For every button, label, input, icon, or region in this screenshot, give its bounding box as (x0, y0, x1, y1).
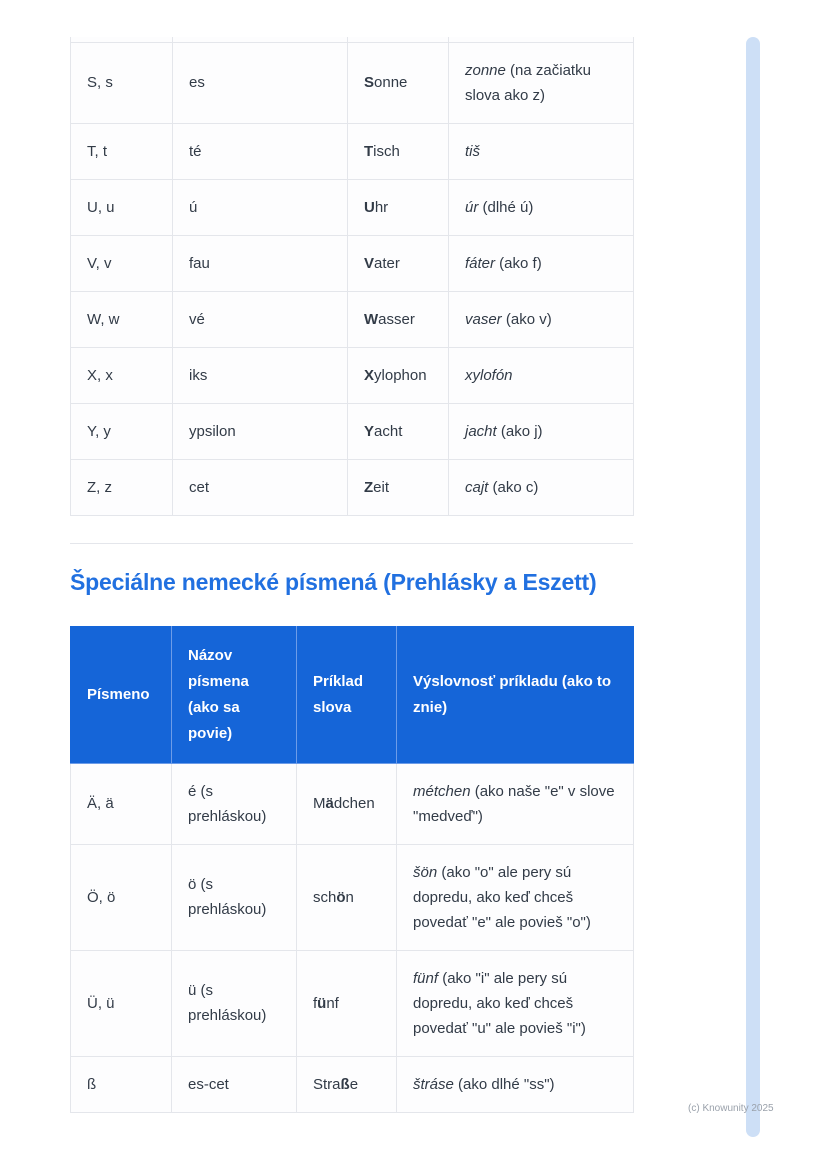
example-rest: eit (373, 478, 390, 496)
table-row (71, 763, 634, 844)
pronunciation-note: (ako dlhé "ss") (453, 1075, 555, 1093)
letter-cell: Ü, ü (71, 950, 172, 1056)
example-cell (297, 763, 397, 844)
name-cell: é (s prehláskou) (172, 763, 297, 844)
pronunciation-note: (ako "o" ale pery sú dopredu, ako keď chceš povedať "e" ale povieš "o") (413, 863, 591, 931)
example-bold-letter: U (364, 198, 375, 216)
special-letters-table (70, 626, 634, 1113)
pronunciation-word: tiš (465, 142, 480, 160)
example-rest: asser (378, 310, 415, 328)
table-row (71, 403, 634, 459)
example-cell (348, 459, 449, 515)
example-rest: nf (326, 994, 339, 1012)
letter-cell: S, s (71, 42, 173, 123)
pronunciation-cell (449, 123, 634, 179)
pronunciation-cell (397, 763, 634, 844)
pronunciation-cell (449, 347, 634, 403)
example-cell (348, 179, 449, 235)
letter-cell: T, t (71, 123, 173, 179)
table-row (71, 123, 634, 179)
name-cell: vé (173, 291, 348, 347)
example-bold-letter: T (364, 142, 374, 160)
example-bold-letter: ö (336, 888, 346, 906)
section-title: Špeciálne nemecké písmená (Prehlásky a Eszett) (70, 568, 597, 595)
example-bold-letter: S (364, 74, 375, 91)
example-bold-letter: ü (317, 994, 327, 1012)
pronunciation-word: jacht (465, 422, 497, 440)
example-pre: f (313, 994, 318, 1012)
letter-cell: Z, z (71, 459, 173, 515)
example-cell (297, 1056, 397, 1112)
alphabet-table (70, 37, 634, 516)
table-row (71, 179, 634, 235)
example-rest: ater (374, 254, 400, 272)
table-row (71, 459, 634, 515)
pronunciation-note: (ako c) (488, 478, 539, 496)
pronunciation-word: vaser (465, 310, 502, 328)
name-cell: ü (s prehláskou) (172, 950, 297, 1056)
example-cell (348, 347, 449, 403)
letter-cell: W, w (71, 291, 173, 347)
example-rest: acht (374, 422, 403, 440)
letter-cell: V, v (71, 235, 173, 291)
example-bold-letter: ä (325, 795, 334, 812)
example-rest: n (345, 888, 354, 906)
example-cell (348, 123, 449, 179)
pronunciation-note: (ako v) (501, 310, 552, 328)
section-divider (70, 543, 633, 544)
pronunciation-word: fünf (413, 969, 439, 987)
pronunciation-note: (ako "i" ale pery sú dopredu, ako keď chceš povedať "u" ale povieš "i") (413, 969, 586, 1037)
copyright-text: (c) Knowunity 2025 (688, 1103, 774, 1114)
document-content (70, 37, 633, 1113)
name-cell: ypsilon (173, 403, 348, 459)
table-header-row (71, 626, 634, 763)
example-pre: sch (313, 888, 337, 906)
pronunciation-word: zonne (465, 61, 506, 79)
name-cell: iks (173, 347, 348, 403)
pronunciation-word: cajt (465, 478, 489, 496)
pronunciation-note: (ako naše "e" v slove "medveď") (413, 782, 615, 825)
pronunciation-cell (397, 950, 634, 1056)
pronunciation-cell (449, 235, 634, 291)
pronunciation-note: (ako j) (496, 422, 543, 440)
example-bold-letter: V (364, 254, 375, 272)
name-cell: cet (173, 459, 348, 515)
pronunciation-cell (449, 403, 634, 459)
letter-cell: ß (71, 1056, 172, 1112)
name-cell: ú (173, 179, 348, 235)
pronunciation-word: fáter (465, 254, 496, 272)
pronunciation-note: (dlhé ú) (478, 198, 534, 216)
name-cell: ö (s prehláskou) (172, 844, 297, 950)
table-row (71, 1056, 634, 1112)
example-bold-letter: Y (364, 422, 375, 440)
letter-cell: X, x (71, 347, 173, 403)
pronunciation-word: úr (465, 198, 479, 216)
letter-cell: Ä, ä (71, 763, 172, 844)
pronunciation-cell (449, 42, 634, 123)
example-cell (348, 42, 449, 123)
pronunciation-cell (449, 459, 634, 515)
example-bold-letter: X (364, 366, 375, 384)
scrollbar[interactable] (746, 37, 760, 1137)
pronunciation-word: štráse (413, 1075, 454, 1093)
table-row (71, 950, 634, 1056)
pronunciation-word: métchen (413, 782, 471, 800)
header-name: Názov písmena (ako sa povie) (172, 626, 297, 763)
example-pre: M (313, 795, 326, 812)
example-cell (348, 291, 449, 347)
example-bold-letter: ß (340, 1075, 350, 1093)
name-cell: fau (173, 235, 348, 291)
example-rest: isch (373, 142, 400, 160)
pronunciation-cell (449, 291, 634, 347)
table-row (71, 291, 634, 347)
example-cell (348, 403, 449, 459)
example-rest: hr (374, 198, 389, 216)
letter-cell: U, u (71, 179, 173, 235)
name-cell: es (173, 42, 348, 123)
letter-cell: Y, y (71, 403, 173, 459)
example-cell (348, 235, 449, 291)
example-rest: onne (374, 74, 408, 91)
example-cell (297, 844, 397, 950)
name-cell: es-cet (172, 1056, 297, 1112)
letter-cell: Ö, ö (71, 844, 172, 950)
example-bold-letter: W (364, 310, 379, 328)
example-rest: ylophon (374, 366, 427, 384)
header-example: Príklad slova (297, 626, 397, 763)
table-row (71, 844, 634, 950)
example-pre: Stra (313, 1075, 341, 1093)
pronunciation-note: (ako f) (495, 254, 542, 272)
name-cell: té (173, 123, 348, 179)
table-row (71, 347, 634, 403)
example-cell (297, 950, 397, 1056)
pronunciation-cell (397, 844, 634, 950)
table-row (71, 235, 634, 291)
pronunciation-cell (449, 179, 634, 235)
pronunciation-cell (397, 1056, 634, 1112)
pronunciation-word: xylofón (465, 366, 513, 384)
example-rest: dchen (333, 795, 375, 812)
pronunciation-word: šön (413, 863, 438, 881)
table-row (71, 42, 634, 123)
header-letter: Písmeno (71, 626, 172, 763)
header-pronunciation: Výslovnosť príkladu (ako to znie) (397, 626, 634, 763)
example-rest: e (349, 1075, 359, 1093)
pronunciation-note: (na začiatku slova ako z) (465, 61, 591, 104)
example-bold-letter: Z (364, 478, 374, 496)
